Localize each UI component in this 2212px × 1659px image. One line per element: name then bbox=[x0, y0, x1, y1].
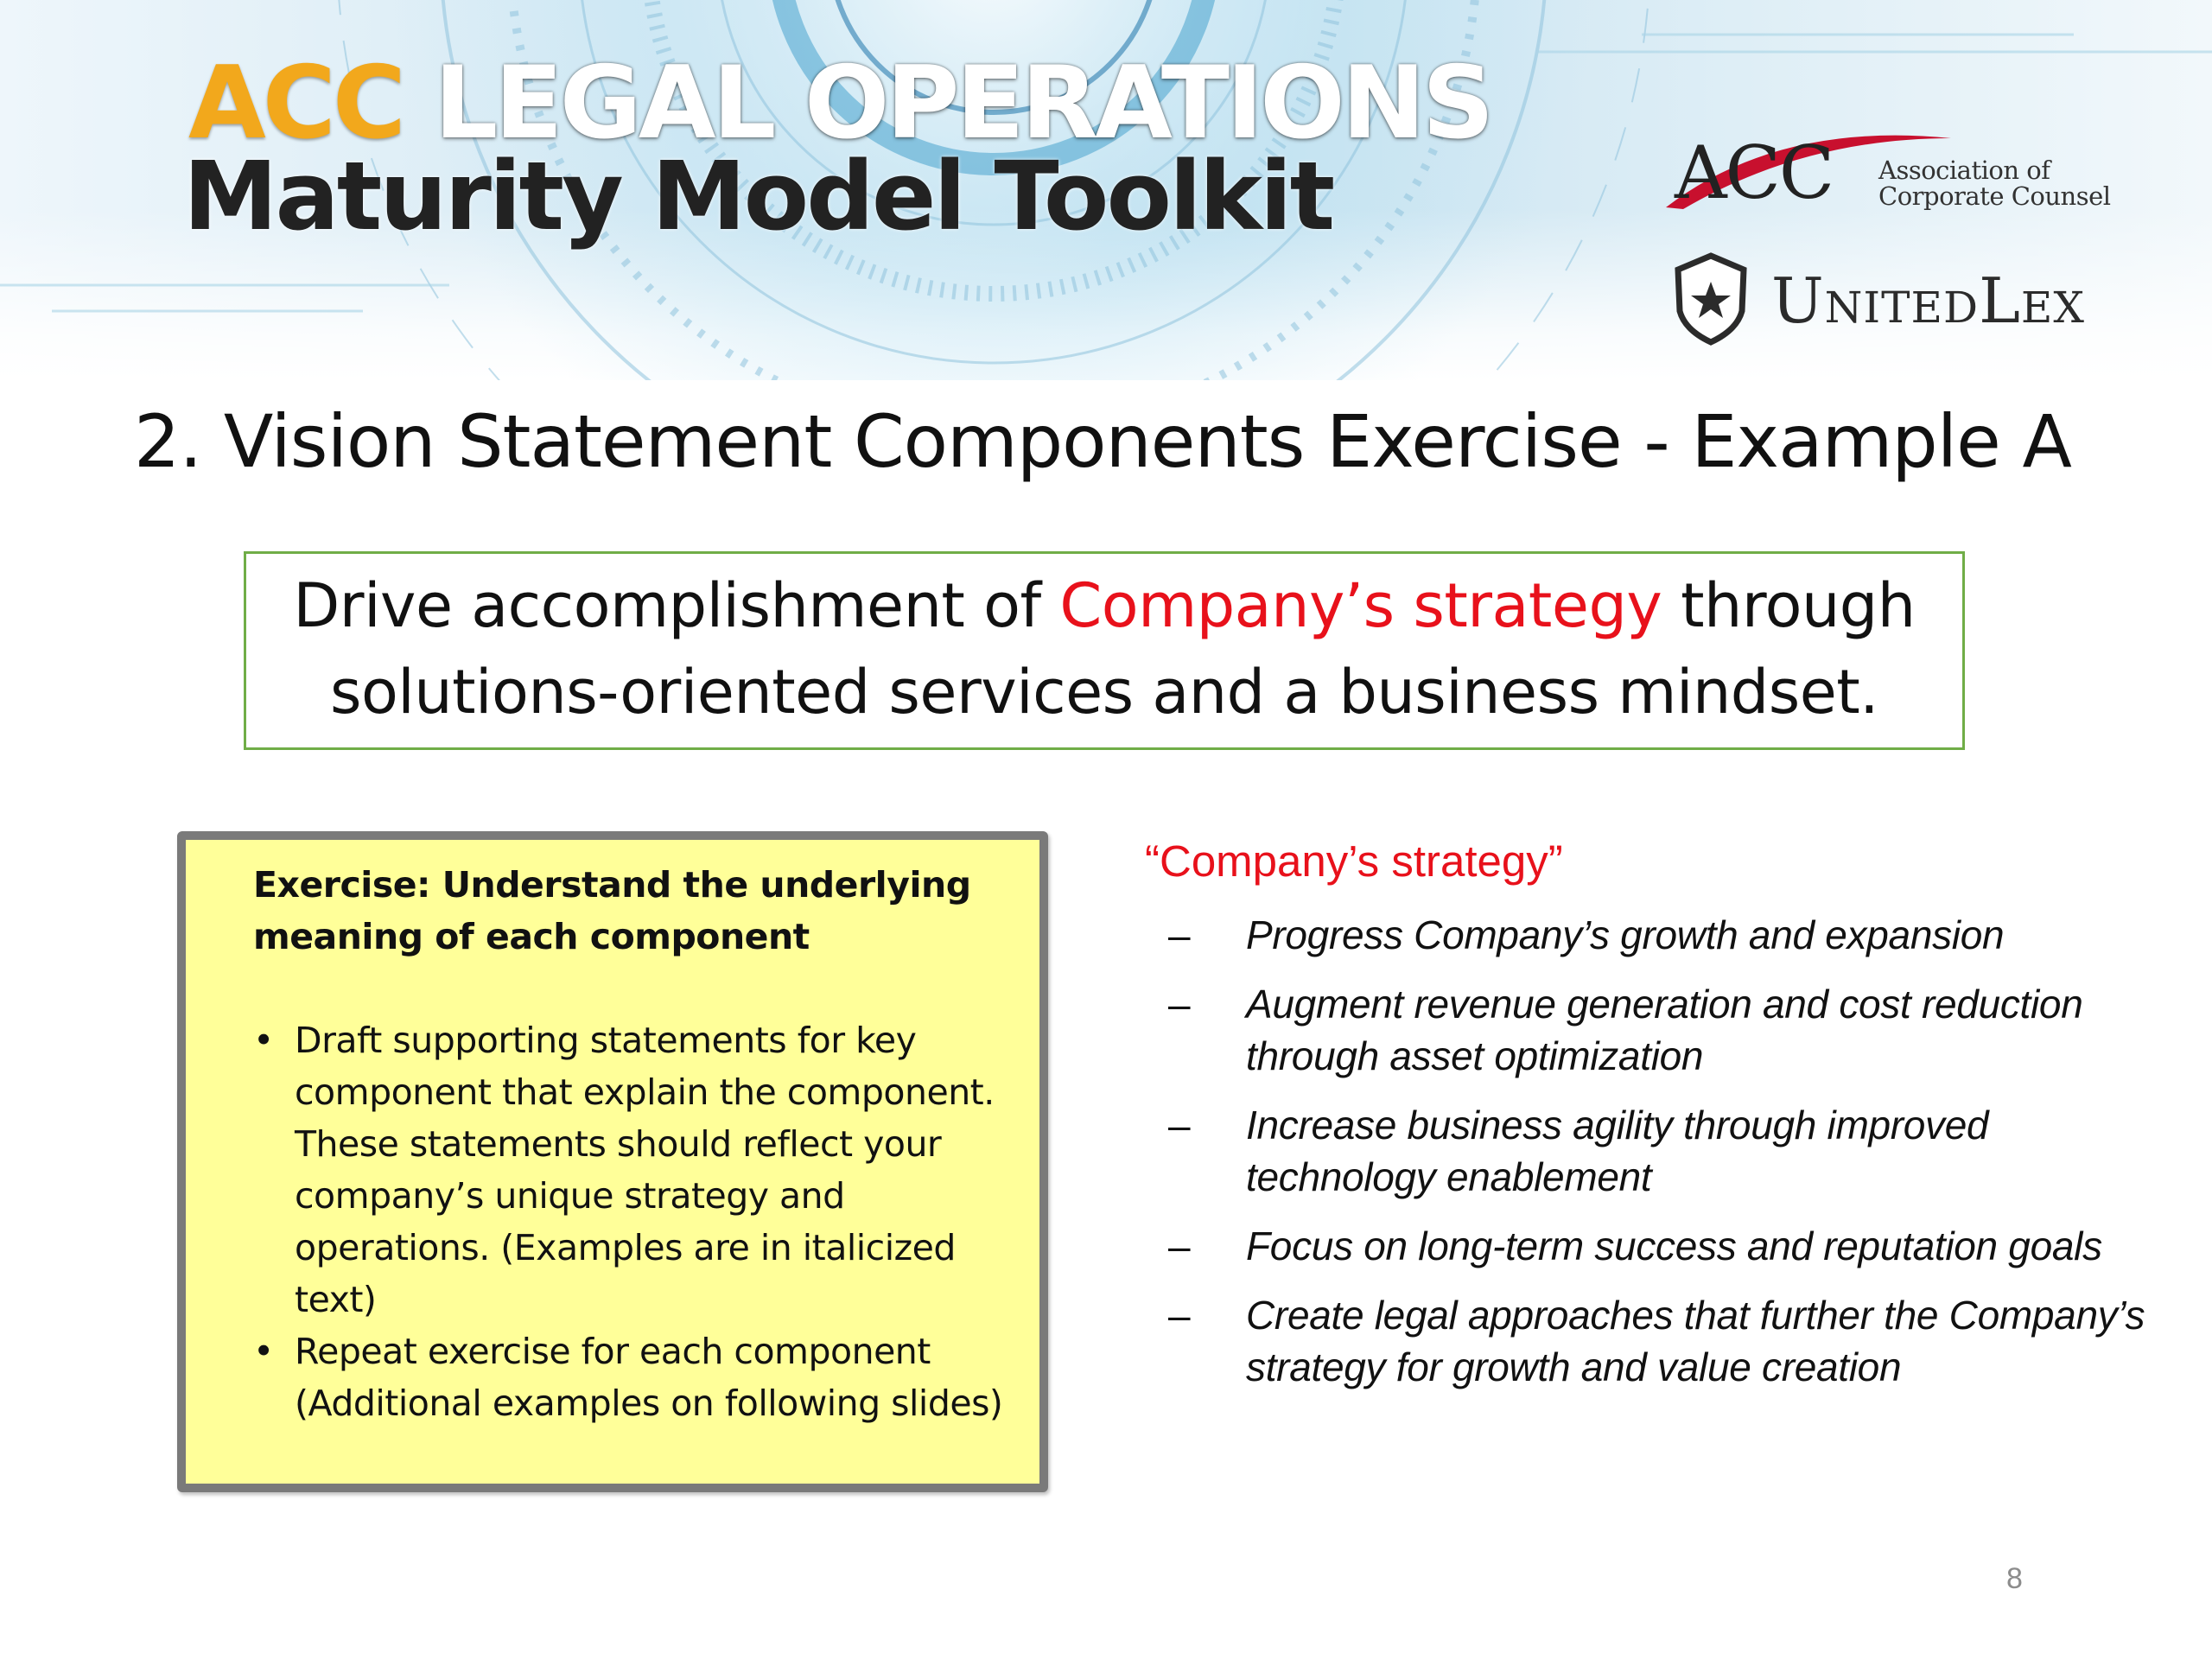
vision-text-part1: Drive accomplishment of bbox=[293, 570, 1060, 641]
strategy-list-item bbox=[1168, 1289, 2188, 1393]
vision-highlight: Company’s strategy bbox=[1059, 570, 1662, 641]
dash-icon: – bbox=[1168, 982, 1191, 1027]
strategy-item-text: Focus on long-term success and reputation goals bbox=[1246, 1224, 2102, 1268]
slide-title: 2. Vision Statement Components Exercise - Example A bbox=[134, 399, 2071, 484]
acc-logo-line1: Association of bbox=[1878, 156, 2050, 185]
strategy-item-text: Augment revenue generation and cost reduction through asset optimization bbox=[1246, 982, 2083, 1078]
exercise-bullet-text: Draft supporting statements for key component that explain the component. These statements should reflect your company’s unique strategy and operations. (Examples are in italicized text) bbox=[295, 1020, 995, 1320]
banner-title-acc: ACC bbox=[188, 45, 404, 162]
unitedlex-logo-text: UnitedLex bbox=[1771, 264, 2086, 337]
unitedlex-logo bbox=[1668, 251, 2134, 346]
exercise-heading: Exercise: Understand the underlying meaning of each component bbox=[253, 864, 971, 957]
acc-logo-subtitle bbox=[1878, 157, 2138, 209]
acc-logo-line2: Corporate Counsel bbox=[1878, 181, 2111, 211]
strategy-item-text: Increase business agility through improved technology enablement bbox=[1246, 1103, 1989, 1199]
strategy-list-item bbox=[1168, 1220, 2188, 1272]
vision-statement-box bbox=[244, 551, 1965, 750]
strategy-list bbox=[1168, 909, 2188, 1410]
page-number: 8 bbox=[2006, 1562, 2023, 1595]
strategy-heading: “Company’s strategy” bbox=[1145, 836, 1563, 886]
banner-title bbox=[188, 45, 1491, 162]
strategy-list-item bbox=[1168, 1099, 2188, 1203]
dash-icon: – bbox=[1168, 912, 1191, 957]
exercise-bullet-item bbox=[253, 1325, 1014, 1429]
strategy-list-item bbox=[1168, 978, 2188, 1082]
strategy-item-text: Create legal approaches that further the Company’s strategy for growth and value creation bbox=[1246, 1293, 2145, 1389]
exercise-box bbox=[177, 831, 1048, 1492]
bullet-icon: • bbox=[253, 1331, 274, 1372]
bullet-icon: • bbox=[253, 1020, 274, 1061]
banner-title-legal-operations: LEGAL OPERATIONS bbox=[434, 45, 1491, 162]
vision-text-part2: through solutions-oriented services and a business mindset. bbox=[330, 570, 1916, 728]
header-banner bbox=[0, 0, 2212, 380]
exercise-bullet-item bbox=[253, 1014, 1014, 1325]
exercise-list bbox=[253, 1014, 1014, 1429]
strategy-list-item bbox=[1168, 909, 2188, 961]
exercise-bullet-text: Repeat exercise for each component (Additional examples on following slides) bbox=[295, 1331, 1003, 1424]
banner-subtitle: Maturity Model Toolkit bbox=[183, 141, 1333, 251]
dash-icon: – bbox=[1168, 1103, 1191, 1147]
acc-logo-letters: ACC bbox=[1675, 130, 1834, 215]
acc-logo bbox=[1657, 104, 2141, 225]
dash-icon: – bbox=[1168, 1224, 1191, 1268]
strategy-item-text: Progress Company’s growth and expansion bbox=[1246, 912, 2005, 957]
shield-star-icon bbox=[1668, 251, 1754, 346]
dash-icon: – bbox=[1168, 1293, 1191, 1338]
